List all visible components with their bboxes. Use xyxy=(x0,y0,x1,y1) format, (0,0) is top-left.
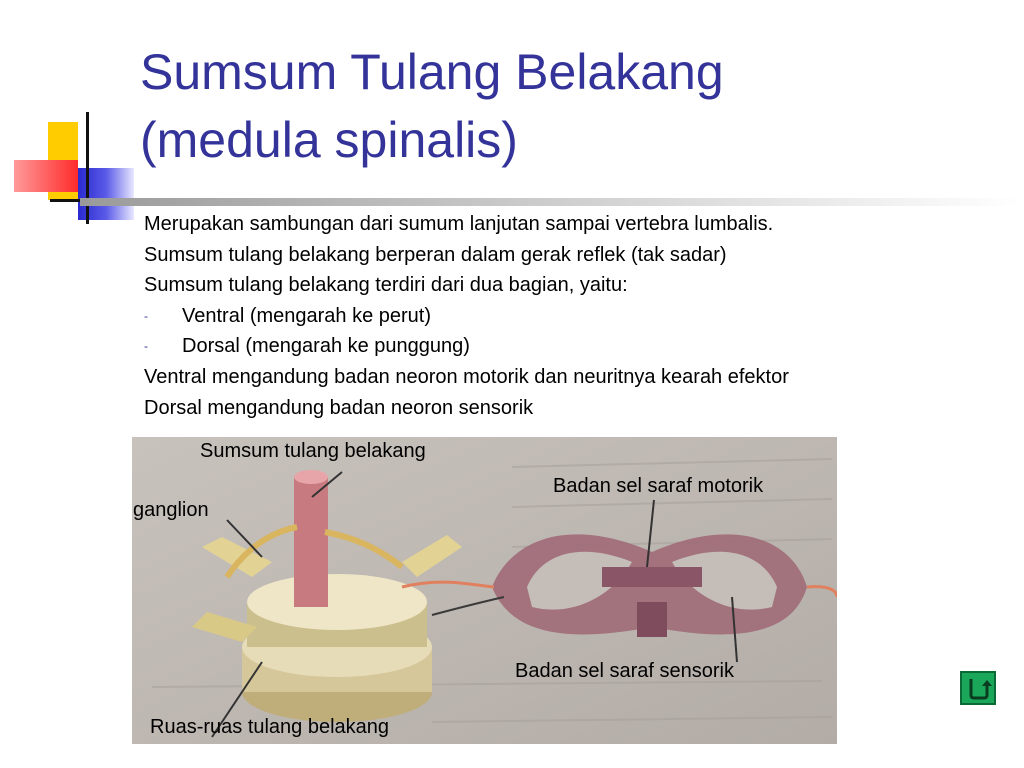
return-button[interactable] xyxy=(960,671,996,705)
body-line-5: Dorsal mengandung badan neoron sensorik xyxy=(144,396,534,419)
bullet-dash: - xyxy=(144,308,148,323)
body-line-4: Ventral mengandung badan neoron motorik dan neuritnya kearah efektor xyxy=(144,365,789,388)
slide-title xyxy=(140,38,1000,174)
title-divider xyxy=(80,198,1020,206)
body-line-3: Sumsum tulang belakang terdiri dari dua bagian, yaitu: xyxy=(144,274,628,297)
decor-red-square xyxy=(14,160,78,192)
bullet-text: Dorsal (mengarah ke punggung) xyxy=(182,335,470,358)
title-line-1: Sumsum Tulang Belakang xyxy=(140,44,724,100)
body-line-1: Merupakan sambungan dari sumum lanjutan sampai vertebra lumbalis. xyxy=(144,213,774,235)
label-sensory-neuron: Badan sel saraf sensorik xyxy=(515,660,735,682)
bullet-item-dorsal xyxy=(144,331,1004,362)
label-ganglion: ganglion xyxy=(133,499,209,521)
bullet-dash: - xyxy=(144,339,148,354)
label-spinal-cord: Sumsum tulang belakang xyxy=(200,440,426,462)
label-vertebrae: Ruas-ruas tulang belakang xyxy=(150,716,390,738)
bullet-item-ventral xyxy=(144,301,1004,332)
body-line-2: Sumsum tulang belakang berperan dalam gerak reflek (tak sadar) xyxy=(144,243,727,266)
slide-body xyxy=(144,209,1004,423)
return-arrow-icon xyxy=(962,673,994,703)
label-motor-neuron: Badan sel saraf motorik xyxy=(553,475,764,497)
decor-vertical-line xyxy=(86,112,89,224)
title-line-2: (medula spinalis) xyxy=(140,112,518,168)
bullet-text: Ventral (mengarah ke perut) xyxy=(182,304,432,327)
